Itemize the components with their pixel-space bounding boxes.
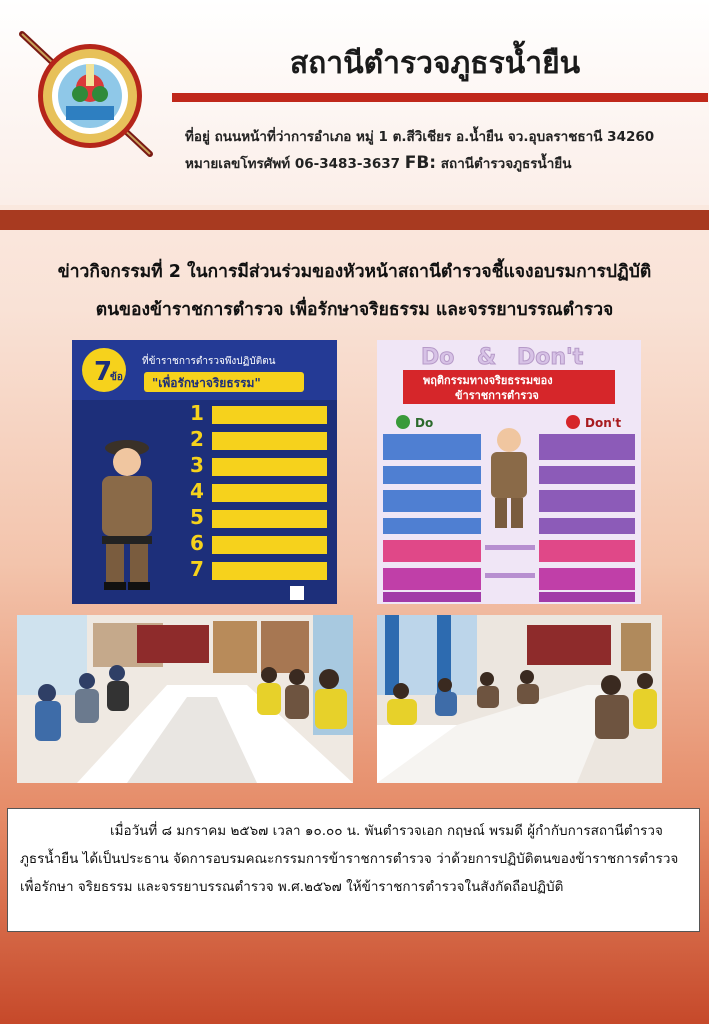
point-number-5: 5: [190, 505, 204, 529]
facebook-page-name[interactable]: สถานีตำรวจภูธรน้ำยืน: [440, 156, 572, 172]
meeting-photo-right-art: [377, 615, 662, 783]
meeting-photo-right: [377, 615, 662, 783]
infographic-subtitle: ที่ข้าราชการตำรวจพึงปฏิบัติตน: [142, 356, 276, 367]
infographic-left-art: [72, 340, 337, 604]
heading-line-2: ตนของข้าราชการตำรวจ เพื่อรักษาจริยธรรม และจรรยาบรรณตำรวจ: [95, 300, 614, 320]
dont-tag: Don't: [585, 416, 622, 430]
activity-heading: [0, 253, 709, 329]
banner-line-2: ข้าราชการตำรวจ: [455, 389, 539, 402]
point-number-3: 3: [190, 453, 204, 477]
point-number-4: 4: [190, 479, 204, 503]
amp-heading: &: [477, 345, 497, 370]
badge-unit: ข้อ: [110, 372, 123, 383]
station-title: สถานีตำรวจภูธรน้ำยืน: [289, 46, 581, 81]
title-underline: [172, 93, 708, 102]
police-logo: [18, 28, 158, 158]
phone-number: หมายเลขโทรศัพท์ 06-3483-3637: [185, 156, 401, 172]
activity-description-text: เมื่อวันที่ ๘ มกราคม ๒๕๖๗ เวลา ๑๐.๐๐ น. พันตำรวจเอก กฤษณ์ พรมดี ผู้กำกับการสถานีตำรวจภูธรน้ำยืน ได้เป็นประธาน จัดการอบรมคณะกรรมการข้าราชการตำรวจ ว่าด้วยการปฏิบัติตนของข้าราชการตำรวจเพื่อรักษา จริยธรรม และจรรยาบรรณตำรวจ พ.ศ.๒๕๖๗ ให้ข้าราชการตำรวจในสังกัดถือปฏิบัติ: [20, 823, 679, 895]
station-address: ที่อยู่ ถนนหน้าที่ว่าการอำเภอ หมู่ 1 ต.สีวิเชียร อ.น้ำยืน จว.อุบลราชธานี 34260: [185, 129, 655, 145]
ethics-infographic-7-points: [72, 340, 337, 604]
point-number-7: 7: [190, 557, 204, 581]
header-divider-band: [0, 210, 709, 230]
meeting-photo-left-art: [17, 615, 353, 783]
infographic-title: "เพื่อรักษาจริยธรรม": [152, 376, 261, 390]
badge-number: 7: [94, 357, 113, 387]
dont-heading: Don't: [517, 345, 584, 370]
point-number-1: 1: [190, 401, 204, 425]
point-number-6: 6: [190, 531, 204, 555]
do-and-dont-infographic: [377, 340, 641, 604]
do-heading: Do: [421, 345, 455, 370]
point-number-2: 2: [190, 427, 204, 451]
meeting-photo-left: [17, 615, 353, 783]
facebook-label: FB:: [404, 153, 437, 173]
infographic-right-art: [377, 340, 641, 604]
page-header: [0, 0, 709, 205]
banner-line-1: พฤติกรรมทางจริยธรรมของ: [423, 374, 553, 387]
heading-line-1: ข่าวกิจกรรมที่ 2 ในการมีส่วนร่วมของหัวหน้าสถานีตำรวจชี้แจงอบรมการปฏิบัติ: [57, 262, 652, 282]
station-contact: [185, 152, 571, 174]
do-tag: Do: [415, 416, 434, 430]
activity-description: [7, 808, 700, 932]
